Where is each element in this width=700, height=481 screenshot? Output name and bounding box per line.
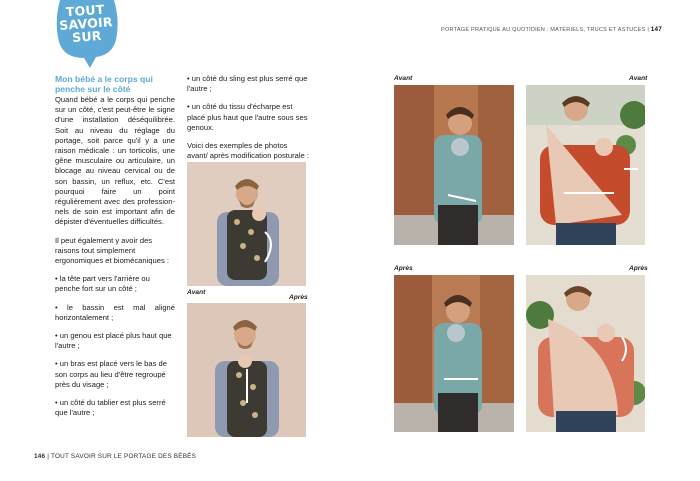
bullet-apron: • un côté du tablier est plus serré que l'autre ; — [55, 398, 166, 418]
page-number-right: 147 — [650, 26, 662, 33]
page-footer: 146 | TOUT SAVOIR SUR LE PORTAGE DES BÉBÉS — [34, 453, 197, 460]
photo-illustration — [526, 85, 645, 245]
caption-bottom-left: Après — [394, 265, 413, 272]
caption-top-left: Avant — [394, 75, 413, 82]
bullet-head: • la tête part vers l'arrière ou penche fort sur un côté ; — [55, 274, 150, 294]
photo-woman-sling-before — [526, 85, 645, 245]
photo-illustration — [187, 162, 306, 286]
badge-line-1: TOUT — [65, 1, 105, 20]
photo-woman-sling-after — [526, 275, 645, 432]
badge-line-2: SAVOIR — [58, 14, 114, 33]
page-number-left: 146 — [34, 453, 46, 460]
photo-man-carrier-before — [187, 162, 306, 286]
bullet-sling: • un côté du sling est plus serré que l'autre ; — [187, 74, 308, 94]
photo-illustration — [526, 275, 645, 432]
badge-line-3: SUR — [71, 27, 103, 45]
photo-illustration — [394, 85, 514, 245]
bullet-pelvis: • le bassin est mal aligné horizontalement ; — [55, 302, 175, 322]
bullet-knee: • un genou est placé plus haut que l'autre ; — [55, 331, 172, 351]
photo-man-carrier-after — [187, 303, 306, 437]
caption-top-right: Avant — [629, 75, 648, 82]
text-column-1 — [55, 95, 175, 426]
book-title: TOUT SAVOIR SUR LE PORTAGE DES BÉBÉS — [50, 453, 197, 460]
photo-illustration — [394, 275, 514, 432]
text-column-2 — [187, 74, 309, 169]
bullet-arm: • un bras est placé vers le bas de son corps au lieu d'être regroupé près du visage ; — [55, 359, 167, 389]
photo-woman-street-after — [394, 275, 514, 432]
paragraph-examples: Voici des exemples de photos avant/ après modification posturale : — [187, 141, 309, 161]
paragraph-intro: Quand bébé a le corps qui penche sur un côté, c'est peut-être le signe d'une installation déséquilibrée. Soit au niveau du réglage du portage, soit parce qu'il y a une raison médicale : un torticolis, une gêne musculaire ou articulaire, un blocage au niveau cervical ou de son bassin, un reflux, etc. C'est pourquoi faire un point régulièrement avec des professionnels de soin est important afin de dépister d'éventuelles difficultés. — [55, 95, 175, 227]
chapter-title: PORTAGE PRATIQUE AU QUOTIDIEN : MATÉRIELS, TRUCS ET ASTUCES — [441, 27, 646, 33]
section-heading: Mon bébé a le corps qui penche sur le côté — [55, 74, 153, 94]
photo-illustration — [187, 303, 306, 437]
caption-bottom-right: Après — [629, 265, 648, 272]
caption-before-left: Avant — [187, 289, 206, 296]
bullet-wrap: • un côté du tissu d'écharpe est placé plus haut que l'autre sous ses genoux. — [187, 102, 308, 132]
running-header: PORTAGE PRATIQUE AU QUOTIDIEN : MATÉRIELS, TRUCS ET ASTUCES | 147 — [441, 26, 662, 33]
right-page — [350, 0, 700, 481]
caption-after-left: Après — [289, 294, 308, 301]
badge-title — [54, 2, 119, 45]
photo-woman-street-before — [394, 85, 514, 245]
paragraph-reasons: Il peut également y avoir des raisons tout simplement ergonomiques et biomécaniques : — [55, 235, 169, 266]
